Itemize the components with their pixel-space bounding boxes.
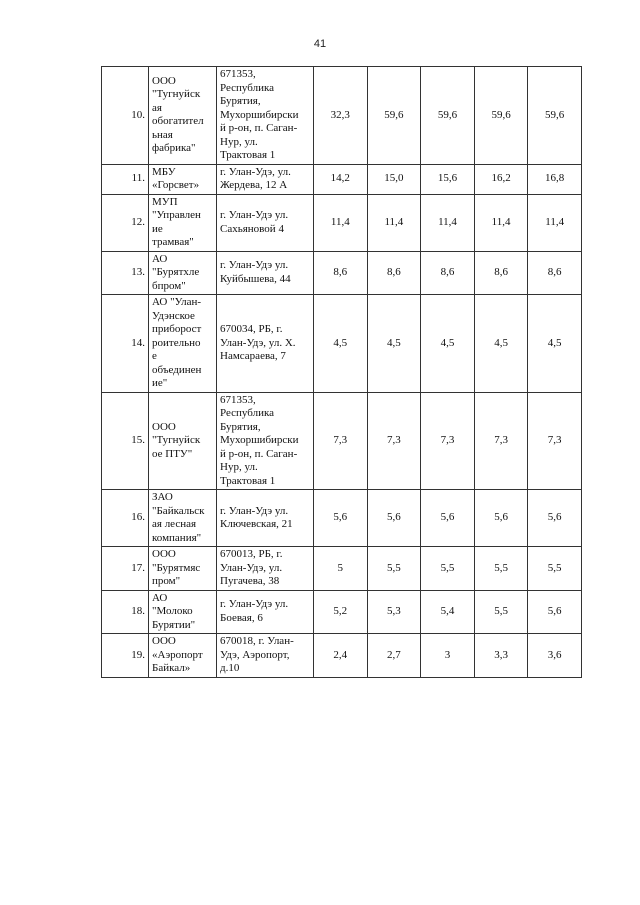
value-cell: 4,5: [528, 295, 582, 393]
organization-cell: АО "Улан- Удэнское приборост роительно е объединен ие": [149, 295, 217, 393]
table-row: [102, 392, 582, 490]
value-cell: 14,2: [314, 164, 368, 194]
table-row: [102, 194, 582, 251]
value-cell: 5,5: [474, 547, 528, 591]
value-cell: 2,4: [314, 634, 368, 678]
address-cell: г. Улан-Удэ ул. Сахьяновой 4: [217, 194, 314, 251]
value-cell: 7,3: [314, 392, 368, 490]
value-cell: 4,5: [367, 295, 421, 393]
value-cell: 11,4: [421, 194, 475, 251]
row-number-cell: 12.: [102, 194, 149, 251]
value-cell: 15,0: [367, 164, 421, 194]
table-body: [102, 67, 582, 678]
value-cell: 4,5: [314, 295, 368, 393]
value-cell: 11,4: [528, 194, 582, 251]
value-cell: 8,6: [528, 251, 582, 295]
value-cell: 11,4: [474, 194, 528, 251]
value-cell: 5,5: [474, 590, 528, 634]
row-number-cell: 19.: [102, 634, 149, 678]
value-cell: 3,3: [474, 634, 528, 678]
address-cell: г. Улан-Удэ ул. Ключевская, 21: [217, 490, 314, 547]
address-cell: г. Улан-Удэ, ул. Жердева, 12 А: [217, 164, 314, 194]
row-number-cell: 11.: [102, 164, 149, 194]
value-cell: 5,4: [421, 590, 475, 634]
value-cell: 59,6: [474, 67, 528, 165]
organization-cell: ООО "Тугнуйск ая обогатител ьная фабрика": [149, 67, 217, 165]
organization-cell: МУП "Управлен ие трамвая": [149, 194, 217, 251]
table-row: [102, 164, 582, 194]
table-row: [102, 590, 582, 634]
table-row: [102, 251, 582, 295]
value-cell: 32,3: [314, 67, 368, 165]
value-cell: 5,5: [528, 547, 582, 591]
address-cell: 670034, РБ, г. Улан-Удэ, ул. Х. Намсараева, 7: [217, 295, 314, 393]
value-cell: 11,4: [314, 194, 368, 251]
organization-cell: ООО "Бурятмяс пром": [149, 547, 217, 591]
organization-cell: ООО «Аэропорт Байкал»: [149, 634, 217, 678]
address-cell: 671353, Республика Бурятия, Мухоршибирски й р-он, п. Саган- Нур, ул. Трактовая 1: [217, 392, 314, 490]
row-number-cell: 15.: [102, 392, 149, 490]
row-number-cell: 17.: [102, 547, 149, 591]
value-cell: 59,6: [367, 67, 421, 165]
value-cell: 5,6: [421, 490, 475, 547]
table-row: [102, 490, 582, 547]
row-number-cell: 14.: [102, 295, 149, 393]
value-cell: 59,6: [528, 67, 582, 165]
address-cell: 670013, РБ, г. Улан-Удэ, ул. Пугачева, 38: [217, 547, 314, 591]
value-cell: 7,3: [367, 392, 421, 490]
value-cell: 16,2: [474, 164, 528, 194]
data-table: [101, 66, 582, 678]
value-cell: 5,3: [367, 590, 421, 634]
organization-cell: МБУ «Горсвет»: [149, 164, 217, 194]
value-cell: 2,7: [367, 634, 421, 678]
value-cell: 5,6: [528, 490, 582, 547]
value-cell: 11,4: [367, 194, 421, 251]
row-number-cell: 10.: [102, 67, 149, 165]
value-cell: 5,2: [314, 590, 368, 634]
value-cell: 7,3: [528, 392, 582, 490]
address-cell: г. Улан-Удэ ул. Боевая, 6: [217, 590, 314, 634]
page-number: 41: [313, 38, 327, 50]
address-cell: 671353, Республика Бурятия, Мухоршибирски й р-он, п. Саган- Нур, ул. Трактовая 1: [217, 67, 314, 165]
value-cell: 8,6: [367, 251, 421, 295]
table-row: [102, 67, 582, 165]
value-cell: 8,6: [474, 251, 528, 295]
value-cell: 5: [314, 547, 368, 591]
organization-cell: АО "Молоко Бурятии": [149, 590, 217, 634]
value-cell: 5,6: [528, 590, 582, 634]
value-cell: 5,6: [474, 490, 528, 547]
address-cell: 670018, г. Улан- Удэ, Аэропорт, д.10: [217, 634, 314, 678]
organization-cell: АО "Бурятхле бпром": [149, 251, 217, 295]
value-cell: 3,6: [528, 634, 582, 678]
value-cell: 8,6: [421, 251, 475, 295]
value-cell: 4,5: [421, 295, 475, 393]
row-number-cell: 16.: [102, 490, 149, 547]
value-cell: 15,6: [421, 164, 475, 194]
organization-cell: ЗАО "Байкальск ая лесная компания": [149, 490, 217, 547]
value-cell: 5,6: [314, 490, 368, 547]
table-row: [102, 547, 582, 591]
value-cell: 5,6: [367, 490, 421, 547]
organization-cell: ООО "Тугнуйск ое ПТУ": [149, 392, 217, 490]
value-cell: 16,8: [528, 164, 582, 194]
row-number-cell: 13.: [102, 251, 149, 295]
table-row: [102, 295, 582, 393]
value-cell: 5,5: [421, 547, 475, 591]
value-cell: 7,3: [474, 392, 528, 490]
value-cell: 5,5: [367, 547, 421, 591]
value-cell: 3: [421, 634, 475, 678]
value-cell: 8,6: [314, 251, 368, 295]
table-row: [102, 634, 582, 678]
address-cell: г. Улан-Удэ ул. Куйбышева, 44: [217, 251, 314, 295]
value-cell: 59,6: [421, 67, 475, 165]
value-cell: 4,5: [474, 295, 528, 393]
row-number-cell: 18.: [102, 590, 149, 634]
value-cell: 7,3: [421, 392, 475, 490]
